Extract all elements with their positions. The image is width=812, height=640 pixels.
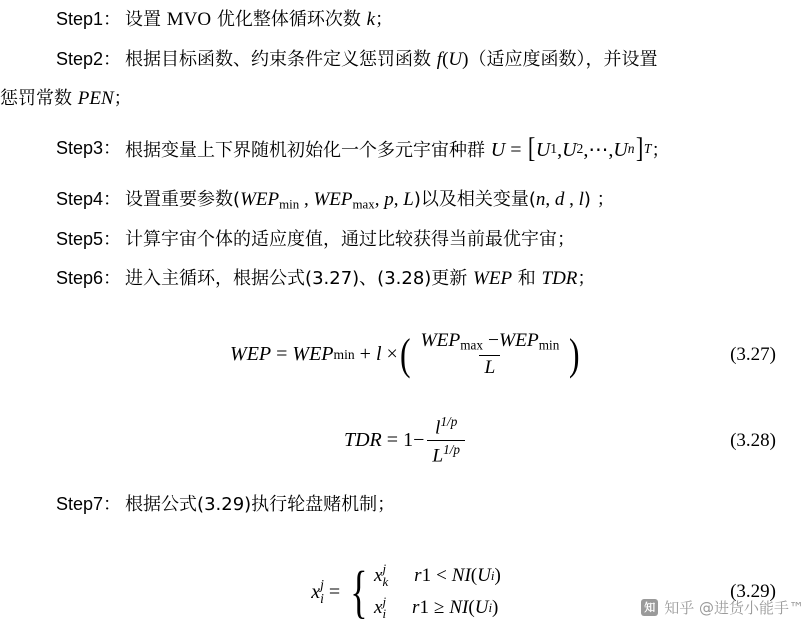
vec-sub-4: n bbox=[627, 141, 635, 157]
eq28-frac-den-sup: 1/p bbox=[443, 442, 460, 457]
step-3-vector: [ U 1 , U 2 , ⋯ , U n ] T bbox=[527, 133, 652, 165]
eq29-lhs: x bbox=[311, 580, 321, 603]
step-2-paren-open: ( bbox=[442, 48, 449, 70]
step-1 bbox=[0, 6, 812, 35]
eq27-var-l: l bbox=[375, 343, 382, 365]
brace-open-icon: { bbox=[350, 559, 368, 625]
eq29-case-2-func: NI bbox=[449, 597, 469, 619]
eq29-cases bbox=[374, 560, 501, 622]
step-3-eq-equals: = bbox=[510, 138, 522, 161]
step-1-colon: ： bbox=[103, 9, 122, 30]
step-1-var-k: k bbox=[366, 9, 376, 30]
eq29-case-1-var-sub: i bbox=[490, 567, 495, 583]
eq29-equals: = bbox=[328, 580, 341, 603]
step-3-label: Step3 bbox=[56, 137, 104, 158]
step-2-label: Step2 bbox=[56, 48, 104, 69]
step-6-var-wep: WEP bbox=[473, 268, 513, 289]
step-1-text-a: 设置 bbox=[125, 9, 167, 30]
step-6 bbox=[0, 265, 812, 294]
eq27-lhs: WEP bbox=[230, 343, 272, 365]
step-1-body bbox=[125, 6, 812, 35]
watermark-text: 知乎 @进货小能手™ bbox=[664, 599, 804, 617]
step-7-colon: ： bbox=[103, 493, 122, 515]
eq27-frac-num-a: WEP bbox=[420, 330, 461, 352]
eq29-case-2-value: x bbox=[374, 597, 383, 619]
step-4 bbox=[0, 186, 812, 215]
step-4-sep-3: , bbox=[393, 189, 404, 210]
eq29-case-2-sup: j bbox=[382, 593, 387, 609]
step-6-text-b: 和 bbox=[512, 268, 542, 289]
step-6-body bbox=[125, 265, 812, 294]
eq28-minus: − bbox=[413, 429, 425, 451]
step-2-wrap-text-b: ； bbox=[113, 88, 132, 109]
step-6-var-tdr: TDR bbox=[541, 268, 578, 289]
eq29-case-2-open: ( bbox=[468, 597, 475, 619]
step-3-body bbox=[125, 135, 812, 166]
equation-3-28 bbox=[344, 414, 468, 468]
step-4-param-2: WEP bbox=[313, 189, 353, 210]
vec-sup-T: T bbox=[643, 141, 652, 157]
step-2-paren-close: ) bbox=[462, 48, 469, 70]
eq29-case-1-func: NI bbox=[451, 564, 471, 586]
step-4-body bbox=[125, 186, 812, 215]
eq29-case-2-var-sub: i bbox=[488, 600, 493, 616]
step-6-colon: ： bbox=[103, 268, 122, 289]
equation-3-27 bbox=[230, 330, 582, 379]
step-5-body bbox=[125, 226, 812, 255]
eq27-rhs-a-sub: min bbox=[333, 346, 355, 362]
eq27-frac-den bbox=[479, 355, 500, 379]
step-6-text-a: 进入主循环，根据公式(3.27)、(3.28)更新 bbox=[125, 268, 474, 289]
eq29-case-1-value: x bbox=[374, 564, 383, 586]
step-7-text-a: 根据公式(3.29)执行轮盘赌机制； bbox=[125, 493, 396, 515]
step-4-text-a: 设置重要参数( bbox=[125, 189, 241, 210]
step-7-body bbox=[125, 491, 812, 520]
step-2-wrap-line bbox=[0, 85, 812, 114]
vec-item-4: U bbox=[613, 138, 628, 161]
eq28-frac-num-sup: 1/p bbox=[440, 413, 458, 429]
eq29-case-1-sup: j bbox=[382, 560, 387, 576]
step-6-label: Step6 bbox=[56, 268, 104, 288]
eq29-case-2-var: U bbox=[474, 597, 489, 619]
eq29-case-1-cond-r: r bbox=[414, 564, 422, 586]
eq27-frac-num-a-sub: max bbox=[460, 337, 483, 353]
step-4-sep-2: , bbox=[374, 189, 385, 210]
eq27-frac-num-b: WEP bbox=[498, 330, 539, 352]
eq27-frac-num-b-sub: min bbox=[538, 337, 560, 353]
eq29-case-2 bbox=[374, 593, 501, 622]
step-4-label: Step4 bbox=[56, 189, 104, 209]
step-7 bbox=[0, 491, 812, 520]
vec-item-1: U bbox=[535, 138, 551, 161]
eq27-frac-minus: − bbox=[488, 330, 499, 352]
eq28-frac-den-L: L bbox=[432, 445, 444, 467]
vec-item-2: U bbox=[562, 138, 577, 161]
eq28-lhs: TDR bbox=[343, 429, 382, 451]
vec-sub-2: 2 bbox=[576, 141, 584, 157]
step-4-vsep-1: , bbox=[545, 189, 555, 210]
eq29-case-2-sub: i bbox=[382, 606, 387, 622]
eq28-frac-den bbox=[427, 440, 465, 467]
paren-open-large-icon: ( bbox=[399, 329, 411, 379]
eq28-one: 1 bbox=[403, 429, 414, 451]
step-3-text-b: ； bbox=[651, 139, 670, 161]
step-4-text-b: )以及相关变量( bbox=[413, 189, 536, 210]
eq28-fraction bbox=[427, 414, 465, 468]
eq29-case-1-close: ) bbox=[494, 564, 501, 586]
step-2-body bbox=[125, 46, 812, 75]
step-1-label: Step1 bbox=[56, 9, 104, 29]
step-2-wrap-text-a: 惩罚常数 bbox=[0, 88, 78, 109]
eq29-case-1-var: U bbox=[477, 564, 491, 586]
step-4-param-1-sub: min bbox=[279, 196, 300, 212]
paren-close-large-icon: ) bbox=[569, 329, 580, 379]
step-4-param-2-sub: max bbox=[352, 196, 375, 212]
vec-dots: ⋯ bbox=[588, 138, 609, 161]
eq27-frac-den-L: L bbox=[484, 356, 496, 378]
bracket-open-icon: [ bbox=[527, 133, 535, 165]
step-5-label: Step5 bbox=[56, 228, 104, 249]
zhihu-logo-icon: 知 bbox=[641, 599, 658, 616]
eq28-frac-num-l: l bbox=[435, 417, 441, 438]
step-3-eq-lhs: U bbox=[490, 138, 506, 161]
step-2-text-a: 根据目标函数、约束条件定义惩罚函数 bbox=[125, 48, 437, 70]
vec-sub-1: 1 bbox=[550, 141, 558, 157]
eq29-case-2-relation: ≥ bbox=[433, 597, 445, 619]
step-4-param-3: p bbox=[384, 189, 394, 210]
step-3-colon: ： bbox=[103, 137, 122, 159]
step-4-text-c: ) ； bbox=[583, 189, 615, 210]
step-3-equation bbox=[491, 135, 652, 165]
eq29-case-2-cond-num: 1 bbox=[419, 597, 429, 619]
step-2-var-f: f bbox=[436, 48, 443, 70]
step-7-label: Step7 bbox=[56, 493, 104, 514]
equation-3-29 bbox=[311, 559, 501, 625]
eq28-equals: = bbox=[386, 429, 399, 451]
eq27-rhs-a: WEP bbox=[292, 343, 334, 365]
eq29-case-2-cond-r: r bbox=[412, 597, 420, 619]
eq27-equals: = bbox=[276, 343, 288, 365]
step-5-text-a: 计算宇宙个体的适应度值，通过比较获得当前最优宇宙； bbox=[125, 228, 576, 250]
eq29-case-2-close: ) bbox=[492, 597, 499, 619]
step-2-wrap-var-pen: PEN bbox=[77, 88, 114, 109]
step-1-mono-a: MVO bbox=[166, 9, 212, 30]
eq29-case-1-sub: k bbox=[382, 573, 389, 589]
step-4-sep-1: , bbox=[299, 189, 314, 210]
step-1-text-c: ； bbox=[375, 9, 394, 30]
eq27-fraction bbox=[415, 330, 564, 379]
step-2 bbox=[0, 46, 812, 75]
step-6-text-c: ； bbox=[577, 268, 596, 289]
eq29-case-1 bbox=[374, 560, 501, 589]
eq29-lhs-sup: j bbox=[320, 577, 324, 593]
eq28-frac-num bbox=[430, 414, 462, 440]
eq27-frac-num bbox=[415, 330, 564, 355]
step-4-colon: ： bbox=[103, 189, 122, 210]
bracket-close-icon: ] bbox=[635, 133, 643, 165]
step-3 bbox=[0, 135, 812, 166]
equation-3-27-row bbox=[0, 319, 812, 391]
step-2-colon: ： bbox=[103, 48, 122, 70]
step-4-param-1: WEP bbox=[240, 189, 280, 210]
step-4-param-4: L bbox=[403, 189, 414, 210]
eq29-case-1-open: ( bbox=[470, 564, 478, 586]
step-2-text-b: （适应度函数），并设置 bbox=[468, 48, 658, 70]
step-5 bbox=[0, 226, 812, 255]
step-2-var-u: U bbox=[448, 48, 463, 70]
step-4-var-3: l bbox=[578, 189, 584, 210]
step-3-text-a: 根据变量上下界随机初始化一个多元宇宙种群 bbox=[125, 139, 491, 161]
equation-3-27-number: (3.27) bbox=[730, 343, 776, 365]
step-4-vsep-2: , bbox=[564, 189, 579, 210]
eq29-lhs-sub: i bbox=[320, 591, 324, 606]
equation-3-29-number: (3.29) bbox=[730, 581, 776, 602]
step-4-var-2: d bbox=[554, 189, 565, 210]
equation-3-28-number: (3.28) bbox=[730, 429, 776, 451]
eq27-plus: + bbox=[359, 343, 371, 365]
equation-3-28-row bbox=[0, 405, 812, 477]
eq29-case-1-cond-num: 1 bbox=[421, 564, 432, 586]
step-4-var-1: n bbox=[535, 189, 546, 210]
eq27-times: × bbox=[386, 343, 398, 365]
step-5-colon: ： bbox=[103, 228, 122, 250]
eq29-case-1-relation: < bbox=[436, 564, 447, 586]
watermark bbox=[641, 597, 804, 618]
step-1-text-b: 优化整体循环次数 bbox=[211, 9, 367, 30]
